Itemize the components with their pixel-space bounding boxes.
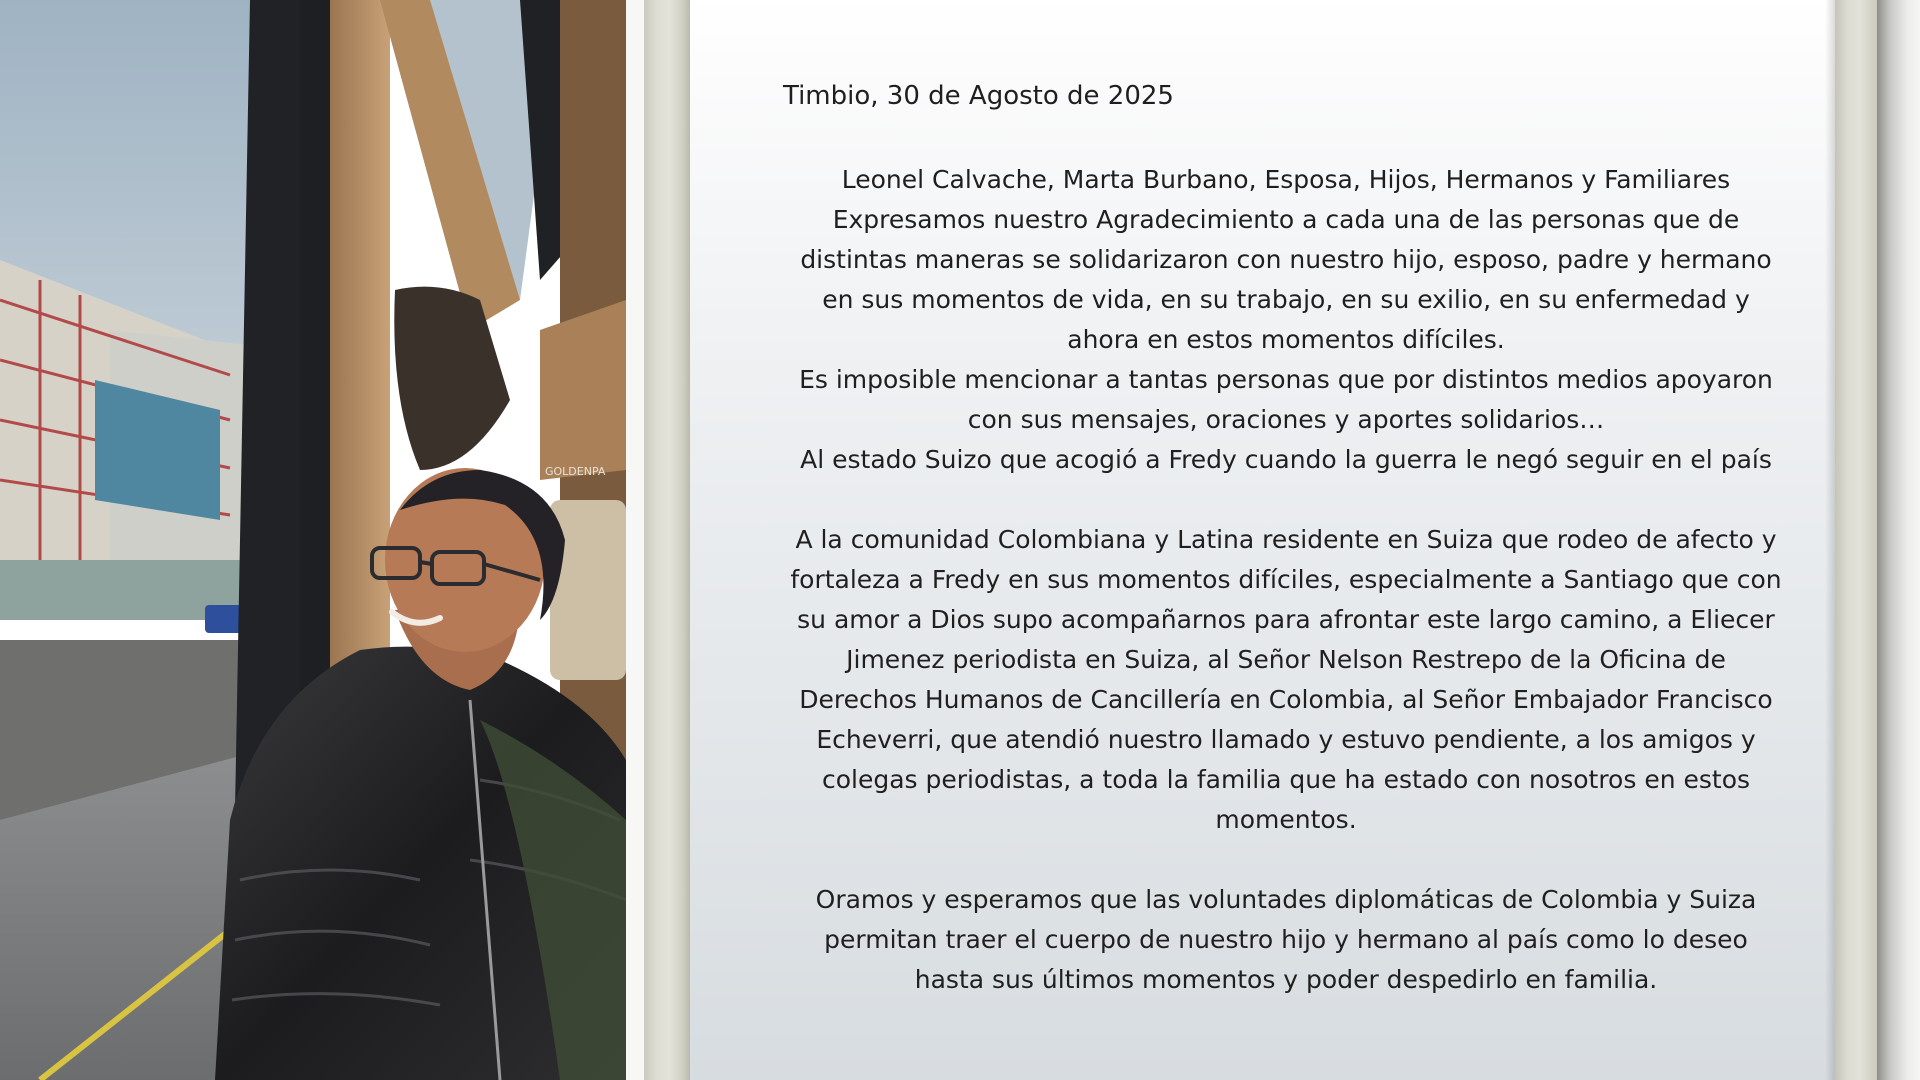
frame-left-border <box>644 0 690 1080</box>
letter-prayer: Oramos y esperamos que las voluntades diplomáticas de Colombia y Suiza permitan traer el cuerpo de nuestro hijo y hermano al país como lo deseo hasta sus últimos momentos y poder despedirlo en familia. <box>815 885 1757 994</box>
frame-right-border <box>1835 0 1877 1080</box>
letter-family-names: Leonel Calvache, Marta Burbano, Esposa, Hijos, Hermanos y Familiares <box>841 165 1731 194</box>
letter-paper <box>690 0 1835 1080</box>
letter-gratitude: Expresamos nuestro Agradecimiento a cada una de las personas que de distintas maneras se solidarizaron con nuestro hijo, esposo, padre y hermano en sus momentos de vida, en su trabajo, en su exilio, en su enfermedad y ahora en estos momentos difíciles. <box>800 205 1772 354</box>
letter-body <box>786 160 1786 1000</box>
gap <box>626 0 644 1080</box>
letter-swiss-state: Al estado Suizo que acogió a Fredy cuando la guerra le negó seguir en el país <box>800 445 1772 474</box>
letter-date: Timbio, 30 de Agosto de 2025 <box>783 81 1174 111</box>
interior-sign: GOLDENPA <box>545 465 606 478</box>
letter-impossible: Es imposible mencionar a tantas personas que por distintos medios apoyaron con sus mensajes, oraciones y aportes solidarios… <box>799 365 1773 434</box>
letter-community: A la comunidad Colombiana y Latina residente en Suiza que rodeo de afecto y fortaleza a Fredy en sus momentos difíciles, especialmente a Santiago que con su amor a Dios supo acompañarnos para afrontar este largo camino, a Eliecer Jimenez periodista en Suiza, al Señor Nelson Restrepo de la Oficina de Derechos Humanos de Cancillería en Colombia, al Señor Embajador Francisco Echeverri, que atendió nuestro llamado y estuvo pendiente, a los amigos y colegas periodistas, a toda la familia que ha estado con nosotros en estos momentos. <box>790 525 1782 834</box>
memorial-photo <box>0 0 626 1080</box>
frame-shadow <box>1877 0 1920 1080</box>
seat <box>550 500 626 680</box>
